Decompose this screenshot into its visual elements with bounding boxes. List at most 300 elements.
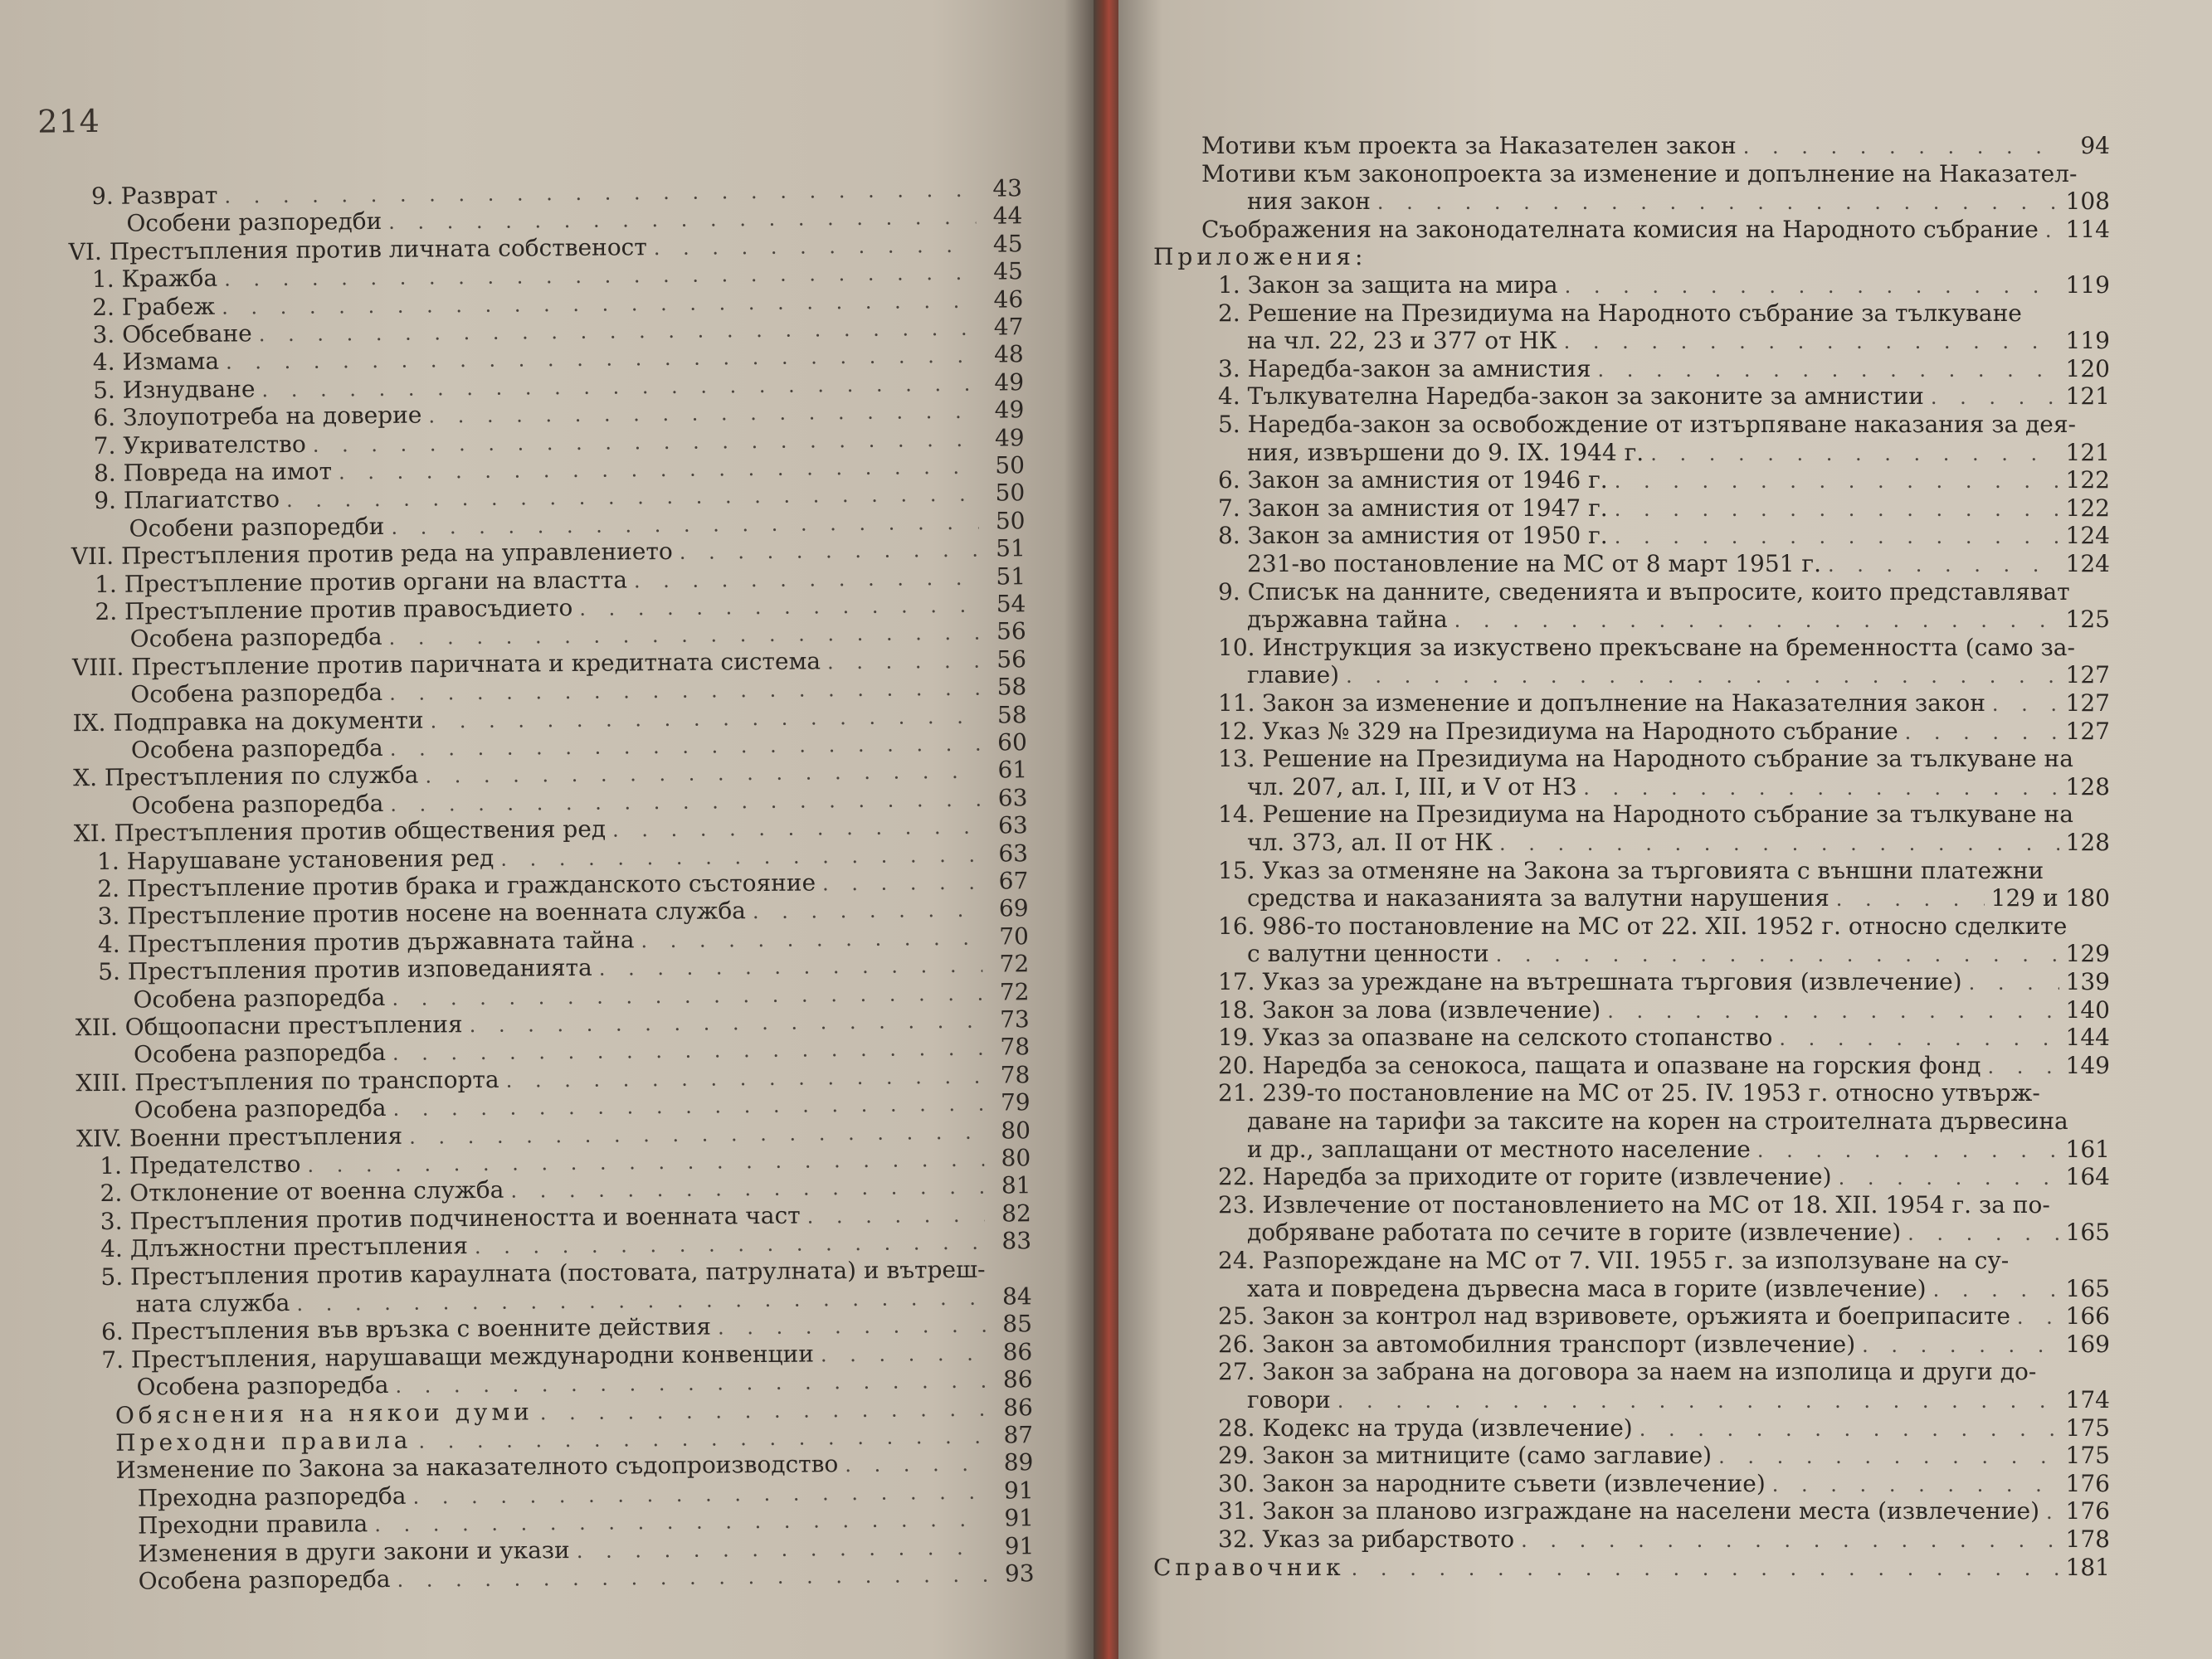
right-page-column — [1118, 0, 2212, 1659]
toc-entry-label: Особени разпоредби — [126, 207, 382, 238]
toc-entry-label: 32. Указ за рибарството — [1218, 1525, 1515, 1553]
dot-leader — [1772, 1472, 2059, 1498]
dot-leader — [807, 1201, 985, 1229]
dot-leader — [827, 648, 980, 676]
toc-entry-label: главие) — [1247, 661, 1340, 689]
toc-entry-page: 72 — [999, 977, 1030, 1006]
toc-entry-page: 58 — [996, 673, 1027, 701]
toc-entry — [1218, 1053, 2110, 1080]
toc-entry — [1247, 1387, 2110, 1414]
toc-entry-label: 6. Престъпления във връзка с военните действия — [100, 1312, 712, 1346]
toc-entry-label: Обяснения на някои думи — [114, 1398, 534, 1429]
toc-entry-label: 7. Закон за амнистия от 1947 г. — [1218, 494, 1608, 522]
toc-entry-label: 31. Закон за планово изграждане на населени места (извлечение) — [1218, 1497, 2040, 1525]
dot-leader — [1905, 719, 2059, 746]
dot-leader — [718, 1312, 986, 1341]
toc-entry-page: 49 — [994, 396, 1025, 424]
toc-entry-page: 127 — [2065, 689, 2110, 717]
toc-entry-label: 1. Нарушаване установения ред — [96, 844, 495, 875]
toc-entry-label: 18. Закон за лова (извлечение) — [1218, 995, 1601, 1024]
toc-entry-label: 5. Престъпления против караулната (постовата, патрулната) и вътреш- — [100, 1255, 986, 1291]
toc-entry-page: 176 — [2065, 1469, 2110, 1497]
toc-entry-page: 122 — [2065, 494, 2110, 522]
toc-entry-label: Особена разпоредба — [131, 789, 384, 820]
toc-entry-page: 43 — [992, 174, 1023, 202]
toc-entry-page: 72 — [999, 950, 1030, 978]
toc-entry-page: 121 — [2065, 438, 2110, 466]
toc-entry-page: 114 — [2065, 215, 2110, 243]
toc-entry — [1247, 885, 2110, 912]
toc-entry-label: 2. Отклонение от военна служба — [100, 1176, 504, 1208]
toc-entry-page: 80 — [1001, 1144, 1031, 1172]
toc-entry — [1218, 1303, 2110, 1331]
dot-leader — [1828, 552, 2059, 578]
toc-entry — [1218, 467, 2110, 494]
dot-leader — [1583, 775, 2059, 801]
toc-entry — [1218, 1471, 2110, 1498]
dot-leader — [612, 814, 982, 844]
toc-entry — [1218, 1080, 2110, 1107]
page-number-left: 214 — [37, 102, 101, 140]
dot-leader — [1454, 607, 2059, 634]
dot-leader — [469, 1008, 982, 1039]
toc-entry-label: Преходна разпоредба — [137, 1481, 407, 1512]
toc-entry-label: 1. Предателство — [100, 1150, 301, 1180]
toc-entry — [1247, 830, 2110, 857]
dot-leader — [1907, 1220, 2059, 1247]
toc-entry-label: XIV. Военни престъпления — [76, 1121, 403, 1152]
toc-entry — [1218, 411, 2110, 439]
toc-entry-label: 20. Наредба за сенокоса, пащата и опазване на горския фонд — [1218, 1051, 1981, 1079]
toc-entry-label: Мотиви към проекта за Наказателен закон — [1201, 132, 1737, 159]
dot-leader — [2046, 1499, 2059, 1525]
toc-entry-label: XI. Престъпления против обществения ред — [73, 815, 607, 848]
toc-entry-label: Съображения на законодателната комисия на Народното събрание — [1201, 215, 2039, 243]
dot-leader — [1377, 189, 2059, 216]
toc-entry-page: 60 — [997, 728, 1027, 757]
toc-entry-page: 79 — [1000, 1088, 1030, 1117]
dot-leader — [1931, 384, 2059, 411]
toc-entry-label: 26. Закон за автомобилния транспорт (извлечение) — [1218, 1330, 1856, 1358]
toc-entry-label: Особена разпоредба — [130, 734, 383, 764]
toc-entry-page: 140 — [2065, 995, 2110, 1024]
dot-leader — [1988, 1053, 2059, 1080]
toc-entry-page: 84 — [1001, 1282, 1032, 1311]
toc-entry — [1247, 662, 2110, 689]
toc-entry-page: 69 — [998, 894, 1029, 922]
toc-entry — [1218, 383, 2110, 411]
toc-entry-page: 78 — [1000, 1061, 1030, 1089]
toc-entry-label: 1. Закон за защита на мира — [1218, 271, 1558, 299]
dot-leader — [577, 1534, 988, 1564]
toc-entry — [1218, 718, 2110, 746]
dot-leader — [1346, 663, 2059, 689]
toc-entry-page: 125 — [2065, 606, 2110, 634]
toc-entry-label: Особена разпоредба — [129, 623, 382, 654]
toc-entry-label: 3. Престъпление против носене на военната служба — [97, 897, 747, 931]
toc-entry — [1218, 523, 2110, 550]
dot-leader — [430, 703, 980, 734]
toc-entry-page: 128 — [2065, 772, 2110, 800]
toc-entry-label: 14. Решение на Президиума на Народното събрание за тълкуване на — [1218, 800, 2073, 829]
toc-entry-page: 165 — [2065, 1274, 2110, 1302]
toc-entry-label: Изменения в други закони и укази — [138, 1535, 570, 1568]
dot-leader — [634, 564, 979, 594]
toc-entry-label: 21. 239-то постановление на МС от 25. IV. 1953 г. относно утвърж- — [1218, 1079, 2040, 1107]
toc-entry-label: 17. Указ за уреждане на вътрешната търговия (извлечение) — [1218, 968, 1962, 995]
toc-entry-page: 161 — [2065, 1135, 2110, 1163]
toc-entry-page: 83 — [1001, 1227, 1032, 1255]
dot-leader — [1969, 970, 2059, 996]
toc-entry-label: на чл. 22, 23 и 377 от НК — [1247, 327, 1557, 355]
toc-entry-label: и др., заплащани от местното население — [1247, 1135, 1751, 1163]
dot-leader — [1718, 1443, 2059, 1470]
toc-entry-page: 86 — [1003, 1393, 1033, 1422]
toc-entry-page: 86 — [1002, 1365, 1033, 1394]
toc-entry-page: 139 — [2065, 968, 2110, 995]
dot-leader — [1496, 941, 2059, 968]
toc-entry — [1218, 635, 2110, 662]
toc-entry-label: 10. Инструкция за изкуствено прекъсване на бременността (само за- — [1218, 633, 2075, 661]
toc-entry-page: 175 — [2065, 1413, 2110, 1442]
toc-entry-page: 86 — [1002, 1338, 1033, 1366]
toc-entry — [1218, 801, 2110, 829]
toc-entry-label: 22. Наредба за приходите от горите (извлечение) — [1218, 1163, 1832, 1191]
dot-leader — [579, 592, 979, 622]
toc-entry-page: 85 — [1002, 1310, 1033, 1338]
dot-leader — [1352, 1555, 2059, 1582]
toc-entry — [1247, 1276, 2110, 1303]
toc-entry-page: 50 — [995, 507, 1026, 535]
toc-entry-label: VI. Престъпления против личната собственост — [68, 233, 647, 266]
toc-entry-page: 149 — [2065, 1051, 2110, 1079]
dot-leader — [2045, 217, 2059, 244]
toc-entry-label: 3. Наредба-закон за амнистия — [1218, 354, 1591, 382]
toc-entry-label: 25. Закон за контрол над взривовете, оръжията и боеприпасите — [1218, 1302, 2010, 1331]
dot-leader — [500, 841, 982, 872]
toc-entry — [1218, 272, 2110, 299]
toc-entry-label: 9. Списък на данните, сведенията и въпросите, които представляват — [1218, 577, 2070, 606]
toc-entry-page: 176 — [2065, 1497, 2110, 1525]
toc-entry-page: 89 — [1003, 1448, 1034, 1477]
toc-entry-page: 91 — [1003, 1476, 1034, 1505]
dot-leader — [428, 398, 977, 430]
toc-entry — [1201, 216, 2110, 244]
toc-entry — [1153, 244, 2110, 271]
toc-entry-page: 67 — [998, 867, 1029, 895]
left-page — [0, 0, 1097, 1659]
toc-entry — [1218, 579, 2110, 606]
toc-entry-page: 119 — [2065, 271, 2110, 299]
toc-entry-label: XII. Общоопасни престъпления — [75, 1010, 463, 1042]
toc-entry-label: Особена разпоредба — [136, 1371, 389, 1401]
toc-entry-label: 13. Решение на Президиума на Народното събрание за тълкуване на — [1218, 745, 2073, 773]
toc-entry-label: Мотиви към законопроекта за изменение и допълнение на Наказател- — [1201, 159, 2078, 187]
toc-entry-page: 47 — [993, 313, 1024, 341]
dot-leader — [1757, 1137, 2059, 1164]
toc-entry-page: 82 — [1001, 1199, 1031, 1228]
toc-entry-label: XIII. Престъпления по транспорта — [76, 1065, 499, 1097]
toc-entry-page: 51 — [996, 534, 1026, 562]
dot-leader — [1992, 691, 2059, 718]
toc-entry-page: 108 — [2065, 187, 2110, 216]
toc-entry-label: Особена разпоредба — [133, 983, 386, 1014]
toc-entry — [1218, 1415, 2110, 1443]
toc-entry-label: 2. Решение на Президиума на Народното събрание за тълкуване — [1218, 299, 2022, 327]
toc-entry-label: 6. Закон за амнистия от 1946 г. — [1218, 466, 1608, 494]
toc-entry-label: 29. Закон за митниците (само заглавие) — [1218, 1442, 1713, 1470]
toc-entry-label: 2. Престъпление против правосъдието — [95, 594, 573, 626]
toc-entry-page: 45 — [993, 257, 1024, 285]
toc-entry-page: 50 — [995, 451, 1026, 479]
toc-entry-page: 93 — [1004, 1559, 1035, 1588]
dot-leader — [1598, 357, 2059, 383]
toc-entry — [1218, 969, 2110, 996]
dot-leader — [1743, 134, 2063, 160]
toc-entry-page: 63 — [998, 839, 1029, 868]
toc-entry-page: 164 — [2065, 1163, 2110, 1191]
toc-entry — [1218, 1359, 2110, 1386]
toc-entry-label: чл. 373, ал. II от НК — [1247, 829, 1493, 856]
toc-entry-label: 6. Злоупотреба на доверие — [93, 401, 422, 432]
dot-leader — [1836, 886, 1985, 912]
toc-entry-label: 2. Грабеж — [92, 292, 216, 321]
dot-leader — [1779, 1025, 2059, 1052]
toc-entry — [1247, 1219, 2110, 1247]
dot-leader — [845, 1451, 987, 1478]
toc-entry-page: 124 — [2065, 550, 2110, 577]
toc-entry-label: 5. Престъпления против изповеданията — [98, 954, 592, 986]
toc-entry-label: Особена разпоредба — [130, 679, 383, 708]
toc-entry-label: даване на тарифи за таксите на корен на строителната дървесина — [1247, 1107, 2068, 1135]
toc-entry-label: чл. 207, ал. I, III, и V от НЗ — [1247, 772, 1577, 800]
toc-entry-page: 56 — [996, 617, 1026, 645]
toc-entry-page: 50 — [995, 479, 1026, 507]
toc-entry-label: държавна тайна — [1247, 606, 1448, 634]
toc-entry-page: 46 — [993, 285, 1024, 314]
toc-entry-label: Особена разпоредба — [134, 1094, 387, 1124]
toc-entry-page: 144 — [2065, 1024, 2110, 1052]
toc-entry-page: 129 и 180 — [1990, 884, 2110, 912]
dot-leader — [1615, 523, 2059, 550]
toc-entry-label: 3. Обсебване — [92, 319, 252, 349]
toc-entry-label: 9. Плагиатство — [94, 485, 280, 515]
dot-leader — [1839, 1165, 2059, 1191]
toc-entry-page: 73 — [999, 1005, 1030, 1034]
toc-entry-page: 81 — [1001, 1171, 1031, 1199]
toc-entry — [1247, 328, 2110, 355]
toc-entry-label: Особени разпоредби — [129, 512, 385, 542]
dot-leader — [1565, 273, 2059, 299]
dot-leader — [1564, 328, 2059, 355]
toc-entry — [1201, 133, 2110, 160]
toc-entry — [1218, 1526, 2110, 1554]
toc-entry-page: 61 — [997, 756, 1028, 784]
toc-entry-page: 178 — [2065, 1525, 2110, 1553]
toc-entry-label: Справочник — [1153, 1553, 1345, 1581]
toc-entry-label: Преходни правила — [137, 1510, 368, 1540]
toc-entry — [1218, 858, 2110, 885]
toc-entry-page: 78 — [1000, 1033, 1030, 1061]
toc-entry-label: VIII. Престъпление против паричната и кредитната система — [71, 647, 821, 682]
toc-entry — [1218, 913, 2110, 941]
toc-entry-page: 166 — [2065, 1302, 2110, 1331]
dot-leader — [425, 758, 981, 790]
toc-entry — [1218, 746, 2110, 773]
toc-entry-label: 16. 986-то постановление на МС от 22. XII. 1952 г. относно сделките — [1218, 912, 2068, 940]
toc-entry-page: 127 — [2065, 717, 2110, 745]
toc-entry — [1218, 997, 2110, 1024]
toc-entry-label: 15. Указ за отменяне на Закона за търговията с външни платежни — [1218, 856, 2044, 884]
toc-entry-label: 5. Наредба-закон за освобождение от изтърпяване наказания за дея- — [1218, 411, 2076, 438]
toc-entry — [1247, 1108, 2110, 1136]
toc-entry-page: 122 — [2065, 466, 2110, 494]
toc-entry-label: 7. Престъпления, нарушаващи международни конвенции — [101, 1340, 815, 1374]
dot-leader — [1650, 440, 2059, 467]
toc-entry-page: 48 — [993, 340, 1024, 368]
toc-entry-page: 63 — [997, 811, 1028, 839]
dot-leader — [1640, 1416, 2059, 1443]
toc-entry-page: 63 — [997, 784, 1028, 812]
toc-entry-label: X. Престъпления по служба — [73, 761, 419, 792]
toc-entry-label: 1. Кражба — [91, 264, 218, 294]
toc-entry — [1218, 1164, 2110, 1191]
toc-entry — [139, 1560, 1035, 1595]
toc-entry-page: 129 — [2065, 940, 2110, 968]
toc-entry-page: 165 — [2065, 1219, 2110, 1247]
toc-entry-label: 1. Престъпление против органи на властта — [95, 566, 628, 598]
toc-entry-label: VII. Престъпления против реда на управлението — [71, 538, 673, 571]
toc-entry-label: 4. Тълкувателна Наредба-закон за законите за амнистии — [1218, 382, 1924, 411]
toc-entry-label: 5. Изнудване — [92, 375, 256, 404]
toc-entry — [1218, 1331, 2110, 1359]
toc-entry-page: 124 — [2065, 522, 2110, 550]
toc-entry-label: 27. Закон за забрана на договора за наем на изполица и други до- — [1218, 1358, 2037, 1386]
book-gutter — [1094, 0, 1122, 1659]
toc-entry-label: Приложения: — [1153, 243, 1367, 271]
toc-entry-label: ната служба — [135, 1289, 290, 1318]
toc-entry-page: 87 — [1003, 1421, 1034, 1449]
dot-leader — [1615, 496, 2059, 523]
toc-entry-page: 51 — [996, 562, 1026, 591]
toc-entry-label: 8. Закон за амнистия от 1950 г. — [1218, 522, 1608, 550]
toc-entry-label: 11. Закон за изменение и допълнение на Наказателния закон — [1218, 689, 1985, 717]
dot-leader — [753, 897, 982, 925]
toc-entry-page: 174 — [2065, 1386, 2110, 1413]
toc-entry-label: 28. Кодекс на труда (извлечение) — [1218, 1413, 1633, 1442]
dot-leader — [822, 869, 982, 898]
dot-leader — [1499, 830, 2059, 857]
toc-entry-label: добряване работата по сечите в горите (извлечение) — [1247, 1219, 1902, 1247]
toc-entry-label: 9. Разврат — [90, 181, 218, 211]
toc-entry-page: 181 — [2065, 1553, 2110, 1581]
dot-leader — [654, 232, 977, 261]
toc-entry-label: ния закон — [1247, 187, 1371, 216]
dot-leader — [1862, 1332, 2059, 1359]
dot-leader — [599, 952, 983, 982]
toc-entry-page: 91 — [1004, 1504, 1035, 1532]
toc-entry-page: 56 — [996, 645, 1027, 674]
dot-leader — [510, 1174, 984, 1204]
toc-entry-label: 3. Престъпления против подчинеността и военната част — [100, 1201, 801, 1235]
toc-entry-label: Особена разпоредба — [138, 1564, 391, 1595]
toc-entry — [1218, 1248, 2110, 1275]
toc-entry-label: Особена разпоредба — [133, 1039, 387, 1069]
toc-entry-label: средства и наказанията за валутни нарушения — [1247, 884, 1830, 912]
toc-entry-label: ния, извършени до 9. IX. 1944 г. — [1247, 438, 1644, 466]
toc-entry-page: 91 — [1004, 1531, 1035, 1560]
dot-leader — [1607, 998, 2059, 1024]
toc-entry-label: 2. Престъпление против брака и гражданското състояние — [97, 868, 816, 903]
dot-leader — [1337, 1388, 2059, 1414]
toc-entry — [1247, 1136, 2110, 1164]
toc-entry — [1218, 1443, 2110, 1470]
toc-entry-page: 80 — [1001, 1116, 1031, 1145]
toc-entry — [1218, 495, 2110, 523]
toc-entry-page: 127 — [2065, 661, 2110, 689]
toc-entry-page: 175 — [2065, 1442, 2110, 1470]
toc-entry-page: 44 — [992, 202, 1023, 230]
toc-entry-page: 49 — [994, 423, 1025, 452]
toc-entry-page: 45 — [992, 230, 1023, 258]
toc-entry-label: 24. Разпореждане на МС от 7. VII. 1955 г. за използуване на су- — [1218, 1247, 2010, 1274]
dot-leader — [418, 1423, 987, 1455]
toc-entry — [1247, 774, 2110, 801]
toc-entry-page: 120 — [2065, 354, 2110, 382]
toc-entry — [1247, 188, 2110, 216]
toc-entry-label: 8. Повреда на имот — [93, 457, 333, 488]
toc-entry-page: 119 — [2065, 327, 2110, 355]
left-page-column — [0, 0, 1097, 1659]
toc-entry-label: хата и повредена дървесна маса в горите (извлечение) — [1247, 1274, 1927, 1302]
toc-entry-label: 19. Указ за опазване на селското стопанство — [1218, 1024, 1773, 1052]
toc-entry-page: 58 — [996, 700, 1027, 729]
dot-leader — [821, 1340, 987, 1368]
toc-entry — [1218, 356, 2110, 383]
toc-entry — [1247, 941, 2110, 968]
dot-leader — [1933, 1277, 2059, 1303]
toc-entry — [1247, 551, 2110, 578]
toc-entry-page: 128 — [2065, 829, 2110, 856]
dot-leader — [397, 1562, 987, 1593]
toc-entry-label: 4. Престъпления против държавната тайна — [97, 926, 635, 958]
toc-entry — [1218, 300, 2110, 328]
toc-entry-label: 4. Измама — [92, 348, 220, 377]
toc-entry-label: 30. Закон за народните съвети (извлечение) — [1218, 1469, 1766, 1497]
toc-entry — [1247, 606, 2110, 634]
toc-entry — [1218, 1498, 2110, 1525]
toc-entry-page: 169 — [2065, 1330, 2110, 1358]
toc-entry-label: говори — [1247, 1386, 1331, 1413]
dot-leader — [505, 1063, 983, 1094]
toc-entry — [1153, 1554, 2110, 1582]
dot-leader — [540, 1395, 987, 1426]
toc-entry-label: 7. Укривателство — [93, 430, 306, 460]
toc-entry-label: 23. Извлечение от постановлението на МС от 18. XII. 1954 г. за по- — [1218, 1190, 2050, 1219]
toc-entry-label: IX. Подправка на документи — [72, 706, 424, 737]
dot-leader — [641, 925, 982, 955]
toc-entry-page: 54 — [996, 590, 1026, 618]
dot-leader — [1615, 468, 2059, 494]
dot-leader — [680, 537, 979, 566]
toc-entry-label: 12. Указ № 329 на Президиума на Народното събрание — [1218, 717, 1898, 745]
dot-leader — [1521, 1527, 2059, 1554]
toc-entry-page: 94 — [2080, 132, 2110, 159]
toc-entry-label: 231-во постановление на МС от 8 март 1951 г. — [1247, 550, 1821, 577]
toc-entry-label: Изменение по Закона за наказателното съдопроизводство — [115, 1450, 839, 1485]
right-page — [1118, 0, 2212, 1659]
toc-entry — [1201, 161, 2110, 188]
